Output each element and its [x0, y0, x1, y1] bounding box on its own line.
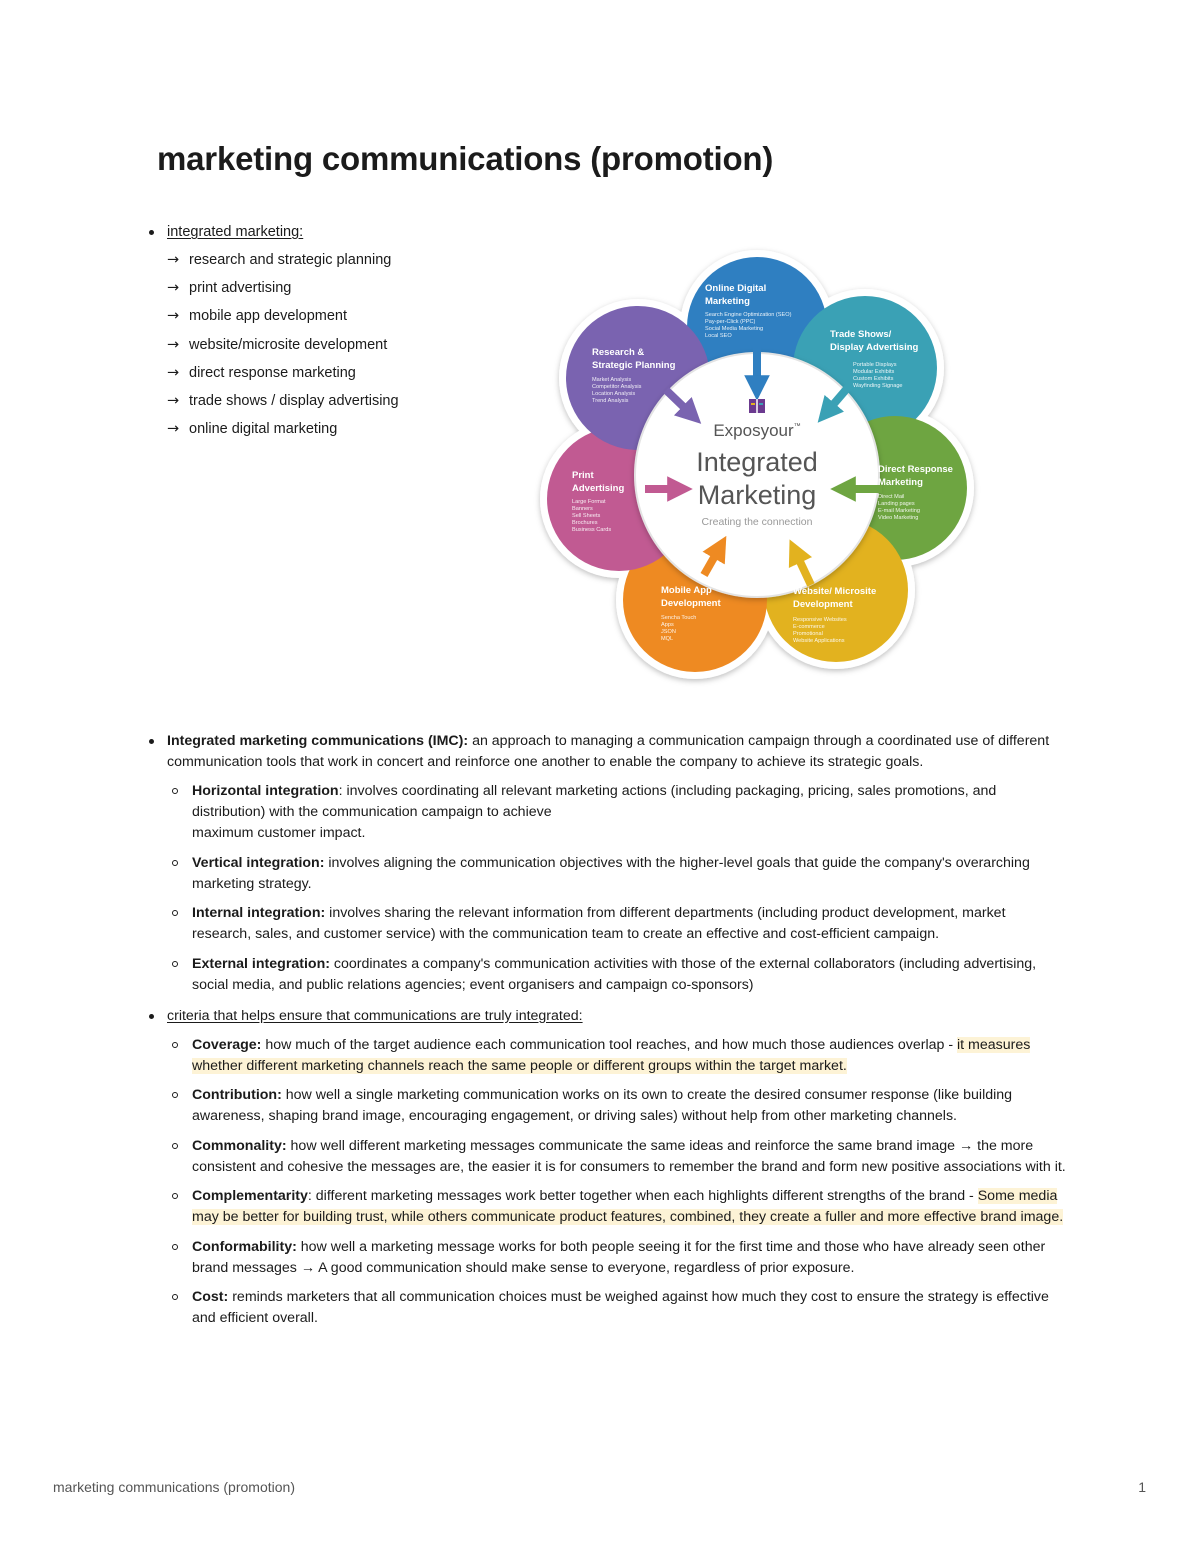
- list-item: Conformability: how well a marketing message works for both people seeing it for the first time and those who have already seen other brand messages → A good communication should make sense to everyone, regardless of prior exposure.: [167, 1237, 1066, 1279]
- petal-research-item: Trend Analysis: [592, 398, 629, 404]
- petal-mobile-title2: Development: [661, 598, 721, 609]
- petal-direct-title2: Marketing: [878, 477, 923, 488]
- petal-research-item: Competitor Analysis: [592, 384, 642, 390]
- arrow-right-icon: →: [167, 308, 180, 325]
- petal-website-title1: Website/ Microsite: [793, 586, 877, 597]
- list-item: Contribution: how well a single marketing communication works on its own to create the desired consumer response (like building awareness, shaping brand image, encouraging engagement, or driving sales) without help from other marketing channels.: [167, 1085, 1066, 1127]
- petal-direct-item: Direct Mail: [878, 494, 905, 500]
- petal-website-item: Responsive Websites: [793, 617, 847, 623]
- petal-mobile-item: Sencha Touch: [661, 615, 697, 621]
- petal-direct-item: Video Marketing: [878, 515, 919, 521]
- petal-print-item: Large Format: [572, 499, 606, 505]
- arrow-right-icon: →: [167, 252, 180, 268]
- brand-name: Exposyour™: [713, 421, 801, 440]
- petal-research-title1: Research &: [592, 347, 645, 358]
- center-line2: Marketing: [697, 480, 817, 510]
- petal-research-item: Market Analysis: [592, 377, 632, 383]
- list-item: Complementarity: different marketing messages work better together when each highlights different strengths of the brand - Some media may be better for building trust, while others communicate product features, combined, they create a fuller and more effective brand image.: [167, 1186, 1066, 1228]
- petal-print-item: Business Cards: [572, 527, 612, 533]
- integrated-marketing-label: integrated marketing:: [146, 222, 506, 242]
- highlighted-text: it measures whether different marketing channels reach the same people or different groups within the target market.: [192, 1036, 1031, 1074]
- book-logo-icon: [749, 399, 765, 413]
- petal-online-item: Social Media Marketing: [705, 326, 764, 332]
- list-item: External integration: coordinates a company's communication activities with those of the external collaborators (including advertising, social media, and public relations agencies; event organisers and campaign co-sponsors): [167, 954, 1066, 996]
- list-item: Internal integration: involves sharing the relevant information from different departments (including product development, market research, sales, and customer service) with the communication team to create an effective and cost-efficient campaign.: [167, 903, 1066, 945]
- list-item: → trade shows / display advertising: [167, 392, 399, 409]
- body-content: [146, 731, 1066, 1339]
- criteria-label: criteria that helps ensure that communications are truly integrated:: [167, 1007, 583, 1024]
- list-item: Cost: reminds marketers that all communication choices must be weighed against how much they cost to ensure the strategy is effective and efficient overall.: [167, 1287, 1066, 1329]
- tagline: Creating the connection: [701, 516, 813, 528]
- criteria-section: [146, 1006, 1066, 1330]
- petal-online-item: Search Engine Optimization (SEO): [705, 312, 792, 318]
- petal-research-item: Location Analysis: [592, 391, 636, 397]
- petal-website-item: Website Applications: [793, 638, 845, 644]
- highlighted-text: Some media may be better for building trust, while others communicate product features, combined, they create a fuller and more effective brand image.: [192, 1188, 1064, 1225]
- petal-mobile-title1: Mobile App: [661, 585, 712, 596]
- petal-online-item: Pay-per-Click (PPC): [705, 319, 756, 325]
- list-item: Horizontal integration: involves coordinating all relevant marketing actions (including packaging, pricing, sales promotions, and distribution) with the communication campaign to achieve maximum customer impact.: [167, 781, 1066, 844]
- list-item: → mobile app development: [167, 308, 347, 325]
- imc-section: [146, 731, 1066, 996]
- petal-trade-item: Portable Displays: [853, 362, 897, 368]
- petal-mobile-item: JSON: [661, 629, 676, 635]
- arrow-right-icon: →: [167, 421, 180, 438]
- integration-list: [167, 781, 1066, 996]
- list-item: → website/microsite development: [167, 336, 388, 353]
- imc-definition: an approach to managing a communication campaign through a coordinated use of different communication tools that work in concert and reinforce one another to enable the company to achieve its strategic goals.: [167, 733, 1050, 770]
- arrow-right-icon: →: [167, 336, 180, 353]
- petal-online-title2: Marketing: [705, 296, 750, 307]
- petal-direct-title1: Direct Response: [878, 464, 953, 475]
- petal-print-title1: Print: [572, 470, 594, 481]
- list-item: → online digital marketing: [167, 421, 338, 438]
- imc-term: Integrated marketing communications (IMC):: [167, 733, 469, 749]
- integrated-marketing-section: [146, 222, 506, 447]
- petal-research-title2: Strategic Planning: [592, 360, 676, 371]
- petal-print-item: Banners: [572, 506, 593, 512]
- list-item: → research and strategic planning: [167, 252, 392, 268]
- footer-title: marketing communications (promotion): [53, 1479, 295, 1495]
- petal-direct-item: Landing pages: [878, 501, 915, 507]
- petal-print-item: Brochures: [572, 520, 598, 526]
- list-item: Coverage: how much of the target audience each communication tool reaches, and how much those audiences overlap - it measures whether different marketing channels reach the same people or different groups within the target market.: [167, 1035, 1066, 1077]
- list-item: Commonality: how well different marketing messages communicate the same ideas and reinforce the same brand image → the more consistent and cohesive the messages are, the easier it is for consumers to remember the brand and form new positive associations with it.: [167, 1136, 1066, 1178]
- arrow-right-icon: →: [167, 364, 180, 381]
- petal-trade-item: Wayfinding Signage: [853, 383, 903, 389]
- list-item: → print advertising: [167, 280, 292, 297]
- petal-direct-item: E-mail Marketing: [878, 508, 920, 514]
- petal-trade-item: Custom Exhibits: [853, 376, 894, 382]
- integrated-marketing-list: [146, 250, 506, 439]
- integrated-marketing-diagram: [520, 245, 985, 700]
- center-line1: Integrated: [696, 447, 818, 477]
- petal-trade-title1: Trade Shows/: [830, 329, 892, 340]
- petal-mobile-item: MQL: [661, 636, 674, 642]
- petal-trade-title2: Display Advertising: [830, 342, 919, 353]
- page-title: marketing communications (promotion): [157, 140, 774, 177]
- petal-online-title1: Online Digital: [705, 283, 767, 294]
- list-item: Vertical integration: involves aligning the communication objectives with the higher-level goals that guide the company's overarching marketing strategy.: [167, 853, 1066, 895]
- petal-trade-item: Modular Exhibits: [853, 369, 895, 375]
- petal-print-item: Sell Sheets: [572, 513, 601, 519]
- petal-online-item: Local SEO: [705, 333, 732, 339]
- petal-website-title2: Development: [793, 599, 853, 610]
- arrow-right-icon: →: [167, 280, 180, 297]
- petal-website-item: E-commerce: [793, 624, 825, 630]
- petal-print-title2: Advertising: [572, 483, 625, 494]
- list-item: → direct response marketing: [167, 364, 356, 381]
- page-number: 1: [1138, 1479, 1146, 1495]
- arrow-right-icon: →: [167, 392, 180, 409]
- criteria-list: [167, 1035, 1066, 1330]
- petal-website-item: Promotional: [793, 631, 823, 637]
- petal-mobile-item: Apps: [661, 622, 674, 628]
- integrated-marketing-diagram-svg: [520, 245, 985, 700]
